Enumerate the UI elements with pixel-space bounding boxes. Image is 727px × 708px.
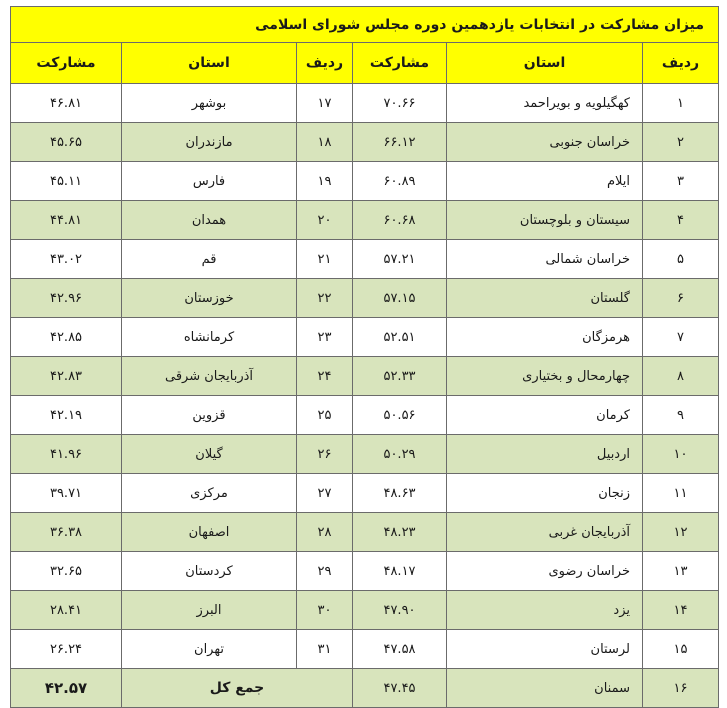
- participation-cell: ۴۷.۵۸: [353, 630, 447, 669]
- participation-cell: ۴۲.۹۶: [11, 279, 122, 318]
- header-rank-right: ردیف: [643, 43, 719, 84]
- province-cell: بوشهر: [122, 84, 297, 123]
- participation-cell: ۴۳.۰۲: [11, 240, 122, 279]
- rank-cell: ۱۱: [643, 474, 719, 513]
- province-cell: تهران: [122, 630, 297, 669]
- province-cell: خراسان رضوی: [447, 552, 643, 591]
- rank-cell: ۸: [643, 357, 719, 396]
- header-province-left: استان: [122, 43, 297, 84]
- rank-cell: ۵: [643, 240, 719, 279]
- province-cell: مرکزی: [122, 474, 297, 513]
- rank-cell: ۱۲: [643, 513, 719, 552]
- rank-cell: ۲۵: [297, 396, 353, 435]
- rank-cell: ۹: [643, 396, 719, 435]
- table-title: میزان مشارکت در انتخابات یازدهمین دوره مجلس شورای اسلامی: [11, 7, 719, 43]
- province-cell: اردبیل: [447, 435, 643, 474]
- province-cell: چهارمحال و بختیاری: [447, 357, 643, 396]
- province-cell: خراسان جنوبی: [447, 123, 643, 162]
- rank-cell: ۲۱: [297, 240, 353, 279]
- participation-cell: ۵۷.۱۵: [353, 279, 447, 318]
- participation-cell: ۴۸.۲۳: [353, 513, 447, 552]
- participation-cell: ۵۷.۲۱: [353, 240, 447, 279]
- participation-cell: ۴۵.۶۵: [11, 123, 122, 162]
- table-row: [11, 201, 719, 240]
- rank-cell: ۱۴: [643, 591, 719, 630]
- province-cell: گلستان: [447, 279, 643, 318]
- participation-cell: ۴۱.۹۶: [11, 435, 122, 474]
- rank-cell: ۱۳: [643, 552, 719, 591]
- participation-cell: ۴۲.۸۳: [11, 357, 122, 396]
- participation-cell: ۴۶.۸۱: [11, 84, 122, 123]
- table-row: [11, 84, 719, 123]
- table-row: [11, 435, 719, 474]
- rank-cell: ۱۷: [297, 84, 353, 123]
- table-row: [11, 552, 719, 591]
- participation-cell: ۷۰.۶۶: [353, 84, 447, 123]
- table-row: [11, 591, 719, 630]
- rank-cell: ۱: [643, 84, 719, 123]
- province-cell: ایلام: [447, 162, 643, 201]
- province-cell: آذربایجان غربی: [447, 513, 643, 552]
- province-cell: سیستان و بلوچستان: [447, 201, 643, 240]
- province-cell: قزوین: [122, 396, 297, 435]
- participation-cell: ۴۵.۱۱: [11, 162, 122, 201]
- header-participation-left: مشارکت: [11, 43, 122, 84]
- rank-cell: ۲۹: [297, 552, 353, 591]
- province-cell: خوزستان: [122, 279, 297, 318]
- participation-table-container: [10, 6, 718, 708]
- province-cell: فارس: [122, 162, 297, 201]
- participation-cell: ۴۲.۸۵: [11, 318, 122, 357]
- participation-cell: ۶۰.۶۸: [353, 201, 447, 240]
- participation-cell: ۴۷.۹۰: [353, 591, 447, 630]
- province-cell: یزد: [447, 591, 643, 630]
- province-cell: گیلان: [122, 435, 297, 474]
- rank-cell: ۱۸: [297, 123, 353, 162]
- total-value: ۴۲.۵۷: [11, 669, 122, 708]
- participation-cell: ۴۴.۸۱: [11, 201, 122, 240]
- province-cell: همدان: [122, 201, 297, 240]
- participation-cell: ۴۷.۴۵: [353, 669, 447, 708]
- rank-cell: ۶: [643, 279, 719, 318]
- table-row: [11, 162, 719, 201]
- rank-cell: ۴: [643, 201, 719, 240]
- total-label: جمع کل: [122, 669, 353, 708]
- participation-cell: ۳۶.۳۸: [11, 513, 122, 552]
- participation-cell: ۵۲.۳۳: [353, 357, 447, 396]
- rank-cell: ۱۶: [643, 669, 719, 708]
- participation-cell: ۳۲.۶۵: [11, 552, 122, 591]
- participation-cell: ۶۶.۱۲: [353, 123, 447, 162]
- participation-cell: ۴۲.۱۹: [11, 396, 122, 435]
- rank-cell: ۲۸: [297, 513, 353, 552]
- province-cell: سمنان: [447, 669, 643, 708]
- rank-cell: ۲۰: [297, 201, 353, 240]
- rank-cell: ۳۰: [297, 591, 353, 630]
- province-cell: قم: [122, 240, 297, 279]
- table-row: [11, 669, 719, 708]
- participation-cell: ۴۸.۱۷: [353, 552, 447, 591]
- participation-cell: ۶۰.۸۹: [353, 162, 447, 201]
- province-cell: هرمزگان: [447, 318, 643, 357]
- province-cell: البرز: [122, 591, 297, 630]
- table-row: [11, 513, 719, 552]
- participation-cell: ۵۲.۵۱: [353, 318, 447, 357]
- table-row: [11, 630, 719, 669]
- participation-cell: ۴۸.۶۳: [353, 474, 447, 513]
- table-row: [11, 474, 719, 513]
- table-row: [11, 318, 719, 357]
- header-participation-right: مشارکت: [353, 43, 447, 84]
- province-cell: کرمان: [447, 396, 643, 435]
- table-row: [11, 396, 719, 435]
- rank-cell: ۱۹: [297, 162, 353, 201]
- province-cell: کردستان: [122, 552, 297, 591]
- rank-cell: ۲: [643, 123, 719, 162]
- table-row: [11, 279, 719, 318]
- province-cell: آذربایجان شرقی: [122, 357, 297, 396]
- participation-cell: ۳۹.۷۱: [11, 474, 122, 513]
- table-row: [11, 240, 719, 279]
- province-cell: لرستان: [447, 630, 643, 669]
- rank-cell: ۲۲: [297, 279, 353, 318]
- participation-cell: ۵۰.۲۹: [353, 435, 447, 474]
- participation-cell: ۲۸.۴۱: [11, 591, 122, 630]
- participation-table: [10, 6, 719, 708]
- table-row: [11, 357, 719, 396]
- rank-cell: ۱۵: [643, 630, 719, 669]
- rank-cell: ۲۴: [297, 357, 353, 396]
- table-row: [11, 123, 719, 162]
- participation-cell: ۵۰.۵۶: [353, 396, 447, 435]
- province-cell: کهگیلویه و بویراحمد: [447, 84, 643, 123]
- rank-cell: ۲۷: [297, 474, 353, 513]
- header-province-right: استان: [447, 43, 643, 84]
- participation-cell: ۲۶.۲۴: [11, 630, 122, 669]
- province-cell: خراسان شمالی: [447, 240, 643, 279]
- province-cell: کرمانشاه: [122, 318, 297, 357]
- rank-cell: ۳۱: [297, 630, 353, 669]
- province-cell: زنجان: [447, 474, 643, 513]
- rank-cell: ۲۳: [297, 318, 353, 357]
- rank-cell: ۲۶: [297, 435, 353, 474]
- table-body: [11, 84, 719, 708]
- header-rank-left: ردیف: [297, 43, 353, 84]
- rank-cell: ۱۰: [643, 435, 719, 474]
- province-cell: اصفهان: [122, 513, 297, 552]
- rank-cell: ۷: [643, 318, 719, 357]
- rank-cell: ۳: [643, 162, 719, 201]
- province-cell: مازندران: [122, 123, 297, 162]
